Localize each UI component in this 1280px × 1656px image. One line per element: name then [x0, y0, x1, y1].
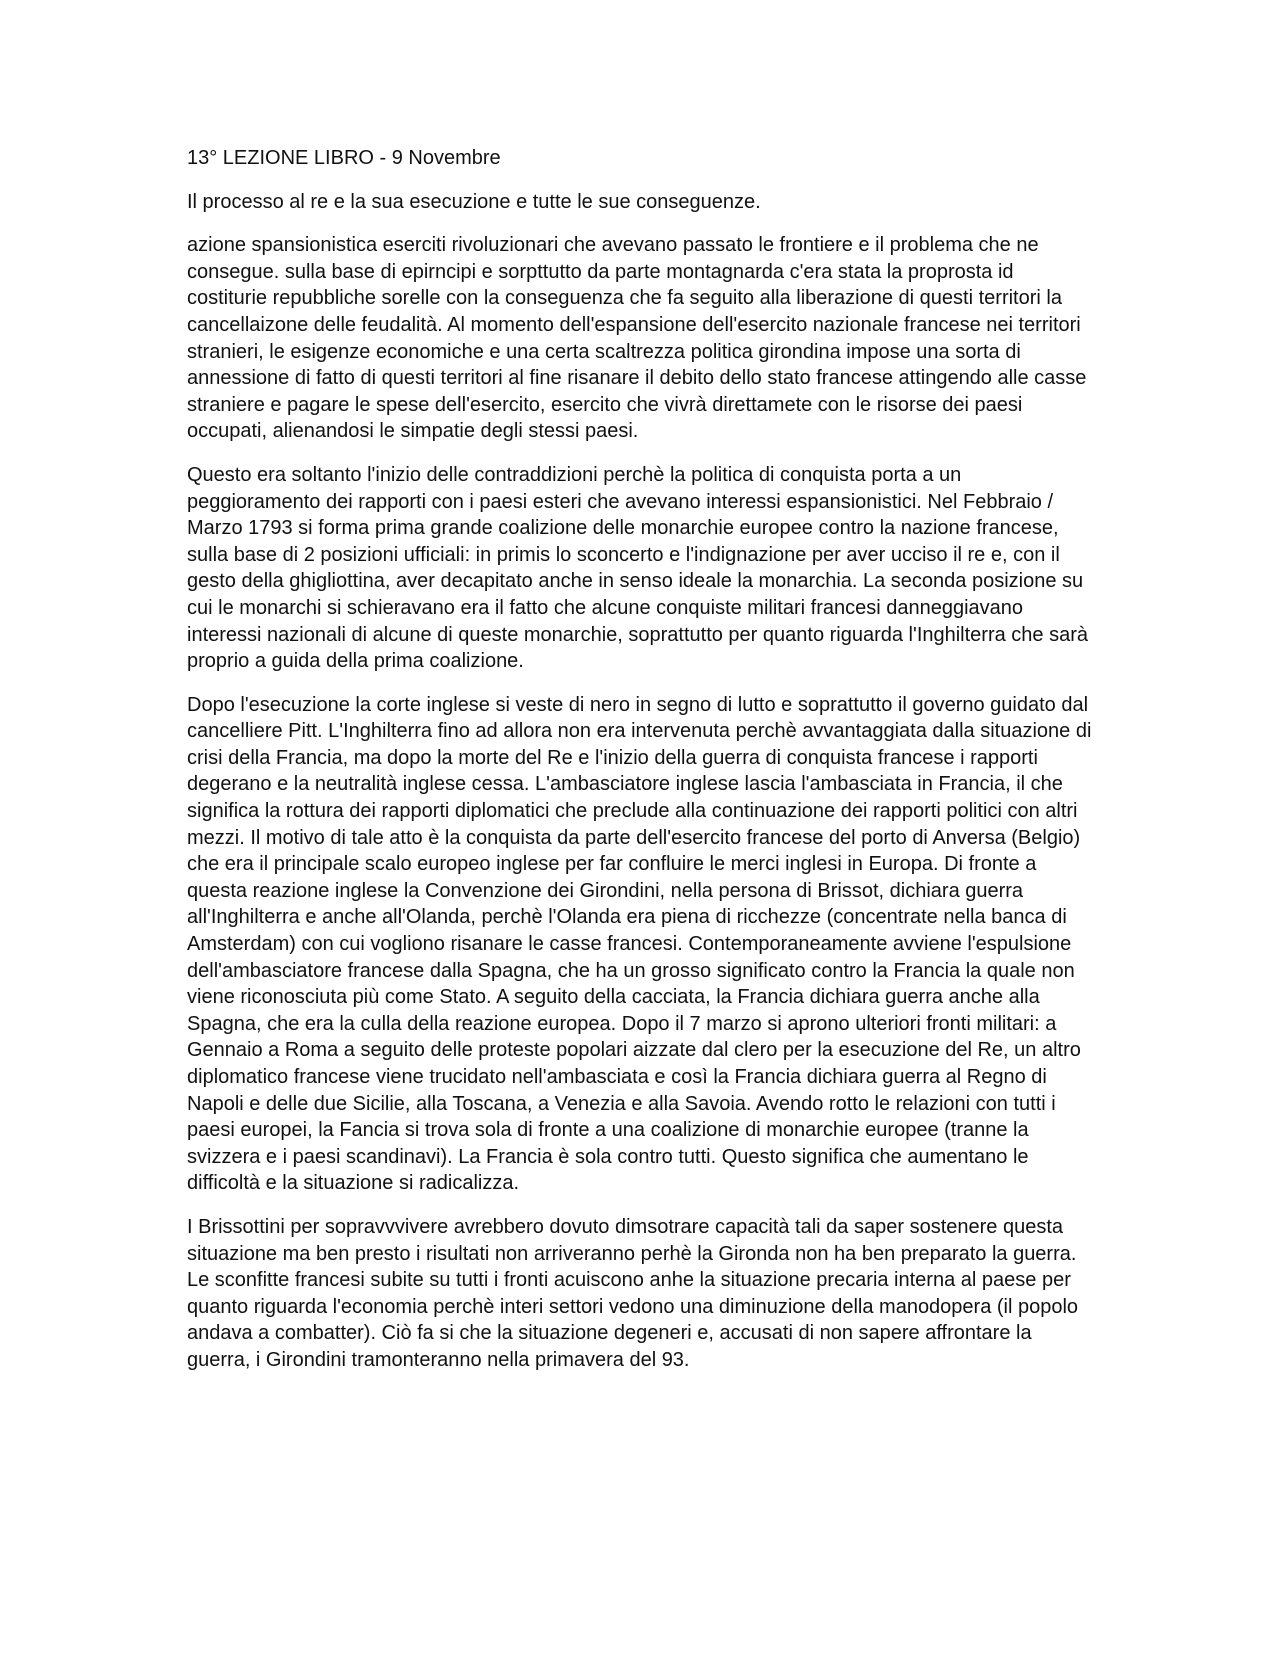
paragraph-coalition: Questo era soltanto l'inizio delle contraddizioni perchè la politica di conquista porta a un peggioramento dei rapporti con i paesi esteri che avevano interessi espansionistici. Nel Febbraio / Marzo 1793 si forma prima grande coalizione delle monarchie europee contro la nazione francese, sulla base di 2 posizioni ufficiali: in primis lo sconcerto e l'indignazione per aver ucciso il re e, con il gesto della ghigliottina, aver decapitato anche in senso ideale la monarchia. La seconda posizione su cui le monarchi si schieravano era il fatto che alcune conquiste militari francesi danneggiavano interessi nazionali di alcune di queste monarchie, soprattutto per quanto riguarda l'Inghilterra che sarà proprio a guida della prima coalizione.: [187, 463, 1089, 673]
paragraph-intro: Il processo al re e la sua esecuzione e tutte le sue conseguenze.: [187, 190, 761, 213]
paragraph-brissottini: I Brissottini per sopravvvivere avrebbero dovuto dimsotrare capacità tali da saper sostenere questa situazione ma ben presto i risultati non arriveranno perhè la Gironda non ha ben preparato la guerra. Le sconfitte francesi subite su tutti i fronti acuiscono anhe la situazione precaria interna al paese per quanto riguarda l'economia perchè interi settori vedono una diminuzione della manodopera (il popolo andava a combatter). Ciò fa si che la situazione degeneri e, accusati di non sapere affrontare la guerra, i Girondini tramonteranno nella primavera del 93.: [187, 1215, 1079, 1371]
paragraph-expansion: azione spansionistica eserciti rivoluzionari che avevano passato le frontiere e il problema che ne consegue. sulla base di epirncipi e sorpttutto da parte montagnarda c'era stata la proprosta id costiturie repubbliche sorelle con la conseguenza che fa seguito alla liberazione di questi territori la cancellaizone delle feudalità. Al momento dell'espansione dell'esercito nazionale francese nei territori stranieri, le esigenze economiche e una certa scaltrezza politica girondina impose una sorta di annessione di fatto di questi territori al fine risanare il debito dello stato francese attingendo alle casse straniere e pagare le spese dell'esercito, esercito che vivrà direttamete con le risorse dei paesi occupati, alienandosi le simpatie degli stessi paesi.: [187, 234, 1087, 443]
document-body: [187, 145, 1097, 1391]
document-title: 13° LEZIONE LIBRO - 9 Novembre: [187, 147, 501, 169]
paragraph-england: Dopo l'esecuzione la corte inglese si veste di nero in segno di lutto e soprattutto il governo guidato dal cancelliere Pitt. L'Inghilterra fino ad allora non era intervenuta perchè avvantaggiata dalla situazione di crisi della Francia, ma dopo la morte del Re e l'inizio della guerra di conquista francese i rapporti degerano e la neutralità inglese cessa. L'ambasciatore inglese lascia l'ambasciata in Francia, il che significa la rottura dei rapporti diplomatici che preclude alla continuazione dei rapporti politici con altri mezzi. Il motivo di tale atto è la conquista da parte dell'esercito francese del porto di Anversa (Belgio) che era il principale scalo europeo inglese per far confluire le merci inglesi in Europa. Di fronte a questa reazione inglese la Convenzione dei Girondini, nella persona di Brissot, dichiara guerra all'Inghilterra e anche all'Olanda, perchè l'Olanda era piena di ricchezze (concentrate nella banca di Amsterdam) con cui vogliono risanare le casse francesi. Contemporaneamente avviene l'espulsione dell'ambasciatore francese dalla Spagna, che ha un grosso significato contro la Francia la quale non viene riconosciuta più come Stato. A seguito della cacciata, la Francia dichiara guerra anche alla Spagna, che era la culla della reazione europea. Dopo il 7 marzo si aprono ulteriori fronti militari: a Gennaio a Roma a seguito delle proteste popolari aizzate dal clero per la esecuzione del Re, un altro diplomatico francese viene trucidato nell'ambasciata e così la Francia dichiara guerra al Regno di Napoli e delle due Sicilie, alla Toscana, a Venezia e alla Savoia. Avendo rotto le relazioni con tutti i paesi europei, la Fancia si trova sola di fronte a una coalizione di monarchie europee (tranne la svizzera e i paesi scandinavi). La Francia è sola contro tutti. Questo significa che aumentano le difficoltà e la situazione si radicalizza.: [187, 693, 1092, 1195]
